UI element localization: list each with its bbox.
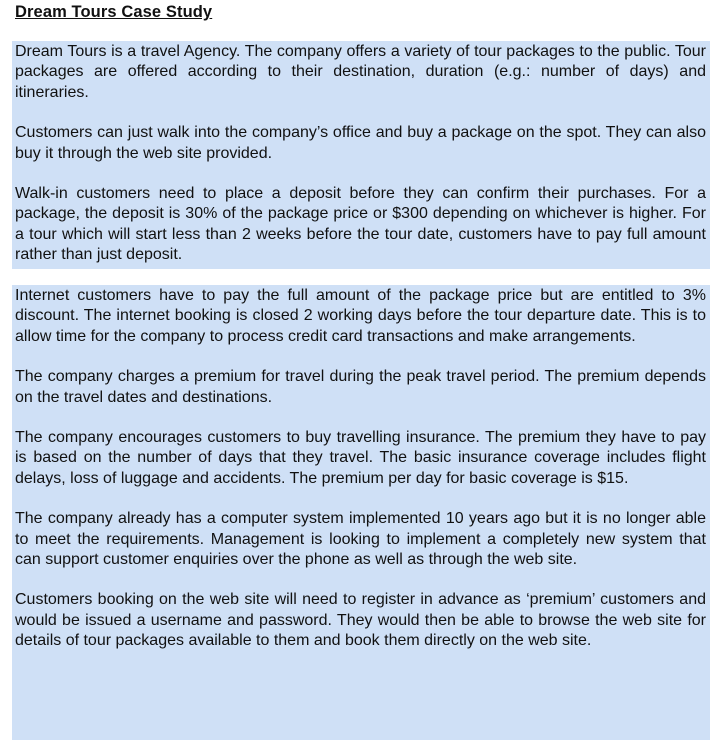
paragraph: Walk-in customers need to place a deposit before they can confirm their purchases. For a package, the deposit is 30% of the package price or $300 depending on whichever is higher. For a tour which will start less than 2 weeks before the tour date, customers have to pay full amount rather than just deposit. [15,185,706,264]
paragraph: The company already has a computer system implemented 10 years ago but it is no longer able to meet the requirements. Management is looking to implement a completely new system that can support customer enquiries over the phone as well as through the web site. [15,510,706,569]
paragraph: Customers can just walk into the company’s office and buy a package on the spot. They can also buy it through the web site provided. [15,124,706,162]
paragraph: Customers booking on the web site will need to register in advance as ‘premium’ customers and would be issued a username and password. They would then be able to browse the web site for details of tour packages available to them and book them directly on the web site. [15,591,706,650]
page-title: Dream Tours Case Study [15,3,213,21]
selected-text-block[interactable] [12,41,710,269]
selected-text-block[interactable] [12,285,710,740]
paragraph: Dream Tours is a travel Agency. The company offers a variety of tour packages to the public. Tour packages are offered according to their destination, duration (e.g.: number of days) and itineraries. [15,43,706,101]
paragraph: The company encourages customers to buy travelling insurance. The premium they have to pay is based on the number of days that they travel. The basic insurance coverage includes flight delays, loss of luggage and accidents. The premium per day for basic coverage is $15. [15,429,706,487]
paragraph: Internet customers have to pay the full amount of the package price but are entitled to 3% discount. The internet booking is closed 2 working days before the tour departure date. This is to allow time for the company to process credit card transactions and make arrangements. [15,287,706,345]
paragraph: The company charges a premium for travel during the peak travel period. The premium depends on the travel dates and destinations. [15,368,706,406]
